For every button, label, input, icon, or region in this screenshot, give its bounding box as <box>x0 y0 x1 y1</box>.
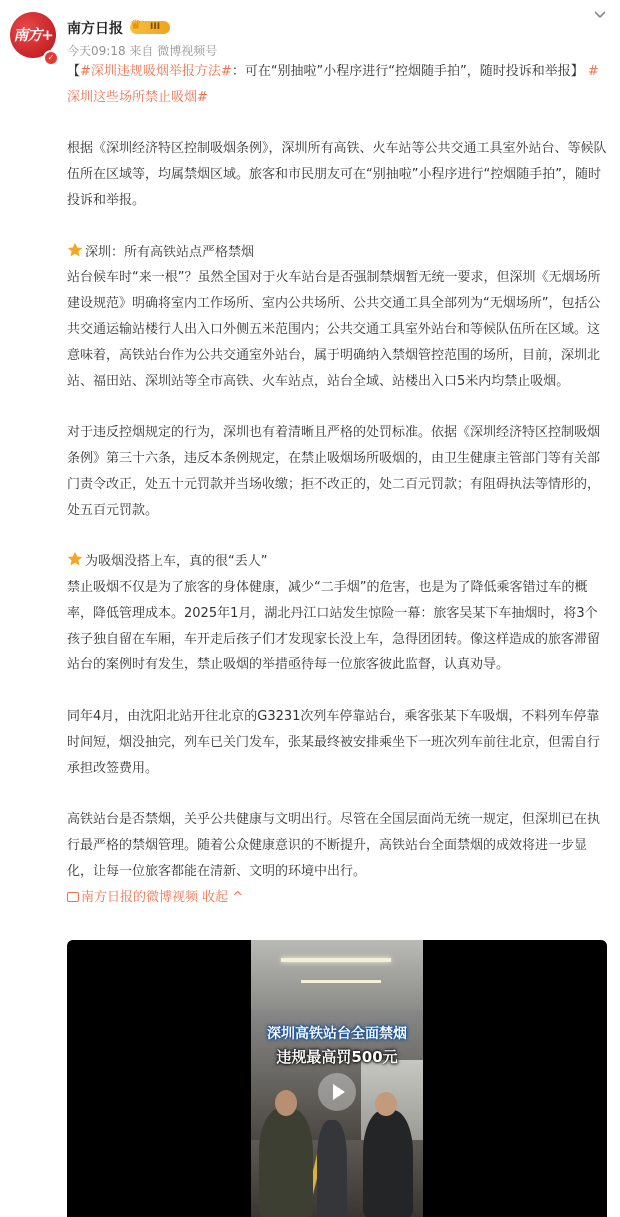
chevron-down-icon[interactable] <box>592 6 608 22</box>
topic-link[interactable]: #深圳违规吸烟举报方法# <box>80 64 232 79</box>
video-caption-subtitle: 违规最高罚500元 <box>276 1048 398 1066</box>
lead-text: ：可在“别抽啦”小程序进行“控烟随手拍”，随时投诉和举报】 <box>231 64 584 79</box>
video-source-link[interactable]: 南方日报的微博视频 <box>81 889 199 905</box>
paragraph: 高铁站台是否禁烟，关乎公共健康与文明出行。尽管在全国层面尚无统一规定，但深圳已在执行最严格的禁烟管理。随着公众健康意识的不断提升，高铁站台全面禁烟的成效将进一步显化，让每一位旅客都能在清新、文明的环境中出行。 <box>67 812 601 879</box>
paragraph: 禁止吸烟不仅是为了旅客的身体健康，减少“二手烟”的危害，也是为了降低乘客错过车的概率，降低管理成本。2025年1月，湖北丹江口站发生惊险一幕：旅客吴某下车抽烟时，将3个孩子独自留在车厢，车开走后孩子们才发现家长没上车，急得团团转。像这样造成的旅客滞留站台的案例时有发生，禁止吸烟的举措亟待每一位旅客彼此监督，认真劝导。 <box>67 579 601 673</box>
star-icon <box>67 551 83 567</box>
lead-paragraph <box>67 59 607 111</box>
paragraph: 根据《深圳经济特区控制吸烟条例》，深圳所有高铁、火车站等公共交通工具室外站台、等候队伍所在区域等，均属禁烟区域。旅客和市民朋友可在“别抽啦”小程序进行“控烟随手拍”，随时投诉和举报。 <box>67 141 607 208</box>
vip-badge[interactable] <box>130 18 170 34</box>
section-heading <box>67 240 607 266</box>
topic-link[interactable]: #深圳这些场所禁止吸烟# <box>67 64 599 105</box>
section-title: 深圳：所有高铁站点严格禁烟 <box>85 244 255 260</box>
section-heading <box>67 549 607 575</box>
vip-level: III <box>150 22 161 32</box>
collapse-button[interactable]: 收起 <box>202 889 229 905</box>
paragraph: 同年4月，由沈阳北站开往北京的G3231次列车停靠站台，乘客张某下车吸烟，不料列车停靠时间短，烟没抽完，列车已关门发车，张某最终被安排乘坐下一班次列车前往北京，但需自行承担改签费用。 <box>67 708 601 776</box>
chevron-up-icon[interactable]: ^ <box>228 889 244 905</box>
avatar-logo-text: 南方+ <box>13 26 53 44</box>
star-icon <box>67 242 83 258</box>
play-icon <box>333 1084 345 1100</box>
video-link-icon <box>67 892 79 902</box>
bracket: 【 <box>67 64 81 79</box>
play-button[interactable] <box>318 1073 356 1111</box>
paragraph: 对于违反控烟规定的行为，深圳也有着清晰且严格的处罚标准。依据《深圳经济特区控制吸烟条例》第三十六条，违反本条例规定，在禁止吸烟场所吸烟的，由卫生健康主管部门等有关部门责令改正，处五十元罚款并当场收缴；拒不改正的，处二百元罚款；有阻碍执法等情形的，处五百元罚款。 <box>67 425 601 518</box>
post-meta: 今天09:18 来自 微博视频号 <box>67 44 218 58</box>
video-player[interactable] <box>67 940 607 1217</box>
section-title: 为吸烟没搭上车，真的很“丢人” <box>85 554 268 570</box>
post-content <box>67 59 607 910</box>
author-name[interactable]: 南方日报 <box>67 21 123 37</box>
verified-badge-icon: ✓ <box>43 50 59 66</box>
paragraph: 站台候车时“来一根”？虽然全国对于火车站台是否强制禁烟暂无统一要求，但深圳《无烟场所建设规范》明确将室内工作场所、室内公共场所、公共交通工具全部列为“无烟场所”，包括公共交通运输站楼行人出入口外侧五米范围内；公共交通工具室外站台和等候队伍所在区域。这意味着，高铁站台作为公共交通室外站台，属于明确纳入禁烟管控范围的场所，目前，深圳北站、福田站、深圳站等全市高铁、火车站点，站台全域、站楼出入口5米内均禁止吸烟。 <box>67 270 601 389</box>
crown-icon: ♛ <box>130 18 142 33</box>
video-caption-title: 深圳高铁站台全面禁烟 <box>267 1026 407 1042</box>
video-source-row <box>67 885 607 911</box>
